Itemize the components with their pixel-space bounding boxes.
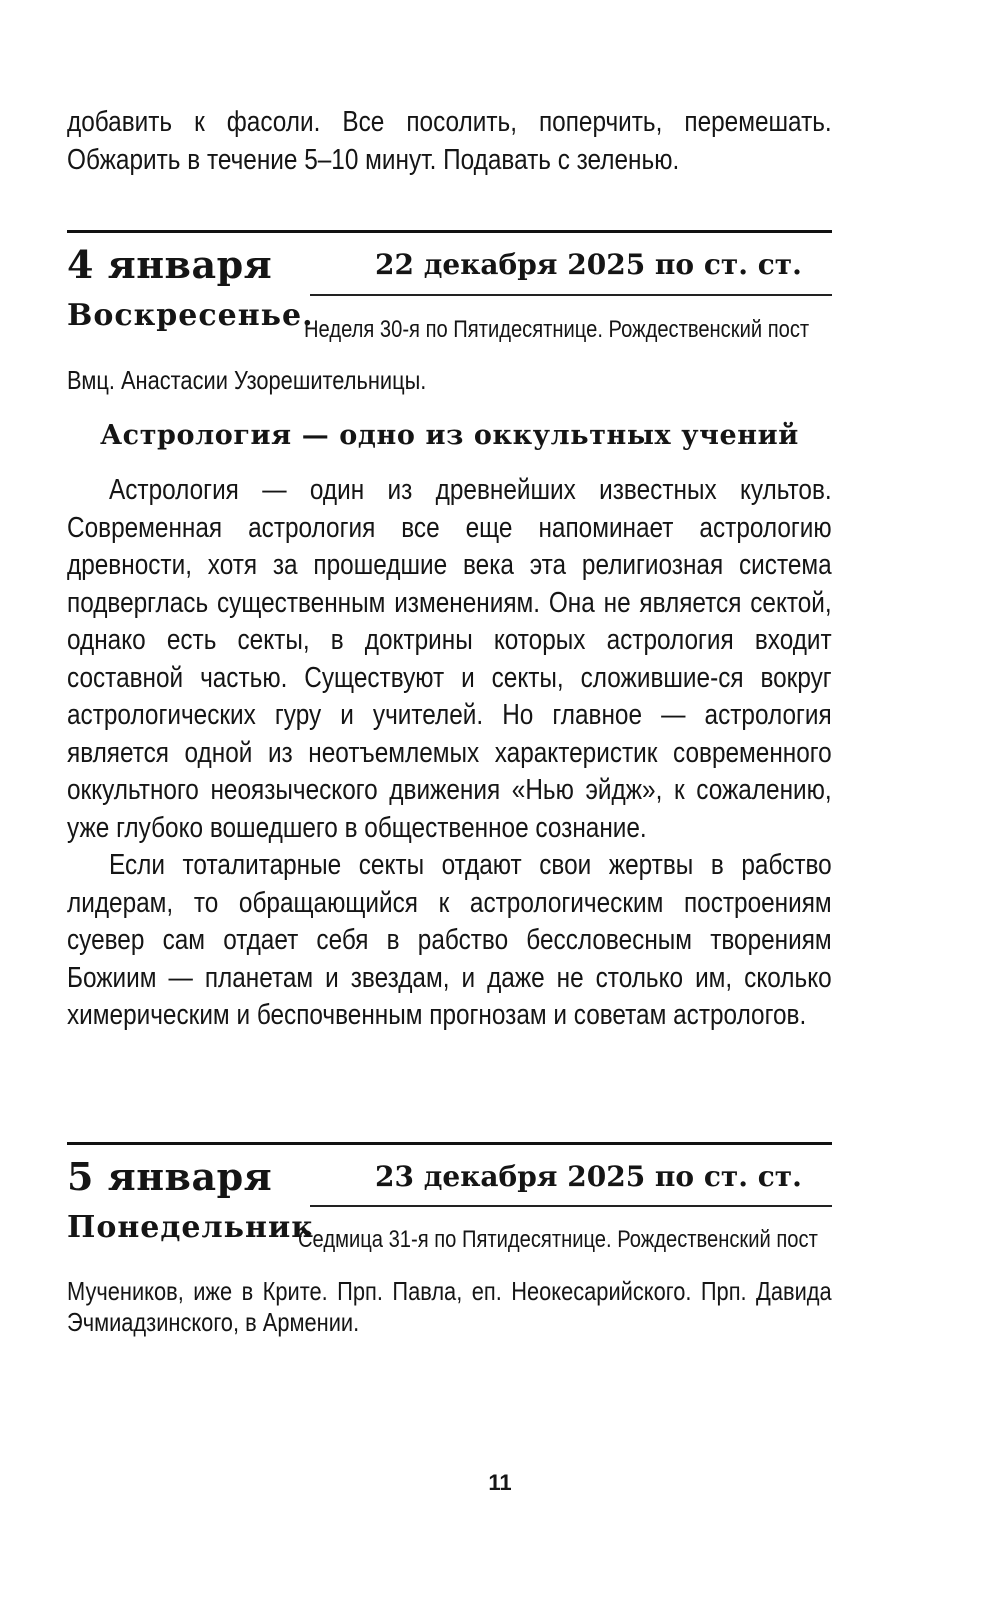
- day1-saints: [67, 365, 832, 396]
- day2-saints-text: Мучеников, иже в Крите. Прп. Павла, еп. Неокесарийского. Прп. Давида Эчмиадзинского, в Армении.: [67, 1276, 832, 1337]
- article-body: [67, 472, 832, 1035]
- day1-header-rule: [310, 294, 832, 296]
- article-paragraph-2: Если тоталитарные секты отдают свои жертвы в рабство лидерам, то обращающийся к астрологическим построениям суевер сам отдает себя в рабство бессловесным творениям Божиим — планетам и звездам, и даже не столько им, сколько химерическим и беспочвенным прогнозам и советам астрологов.: [67, 849, 832, 1031]
- intro-text: [67, 104, 832, 179]
- page-number: 11: [488, 1470, 512, 1495]
- intro-line-1: добавить к фасоли. Все посолить, поперчить, перемешать.: [67, 106, 832, 138]
- day2-top-rule: [67, 1142, 832, 1145]
- day1-date: 4 января: [67, 242, 273, 287]
- day2-saints: [67, 1276, 832, 1338]
- day2-header-rule: [310, 1205, 832, 1207]
- day1-week-info: Неделя 30-я по Пятидесятнице. Рождественский пост: [304, 316, 810, 343]
- day2-date: 5 января: [67, 1154, 273, 1199]
- day1-saints-text: Вмц. Анастасии Узорешительницы.: [67, 365, 427, 395]
- day2-old-style-date: 23 декабря 2025 по ст. ст.: [375, 1160, 802, 1193]
- day2-week-info: Седмица 31-я по Пятидесятнице. Рождественский пост: [298, 1226, 818, 1253]
- article-title: Астрология — одно из оккультных учений: [100, 420, 799, 451]
- article-paragraph-1: Астрология — один из древнейших известных культов. Современная астрология все еще напоминает астрологию древности, хотя за прошедшие века эта религиозная система подверглась существенным изменениям. Она не является сектой, однако есть секты, в доктрины которых астрология входит составной частью. Существуют и секты, сложившие-ся вокруг астрологических гуру и учителей. Но главное — астрология является одной из неотъемлемых характеристик современного оккультного неоязыческого движения «Нью эйдж», к сожалению, уже глубоко вошедшего в общественное сознание.: [67, 474, 832, 844]
- day1-top-rule: [67, 230, 832, 233]
- intro-line-2: Обжарить в течение 5–10 минут. Подавать с зеленью.: [67, 143, 680, 176]
- day1-weekday: Воскресенье.: [67, 298, 314, 333]
- day2-weekday: Понедельник: [67, 1210, 314, 1245]
- day1-old-style-date: 22 декабря 2025 по ст. ст.: [375, 248, 802, 281]
